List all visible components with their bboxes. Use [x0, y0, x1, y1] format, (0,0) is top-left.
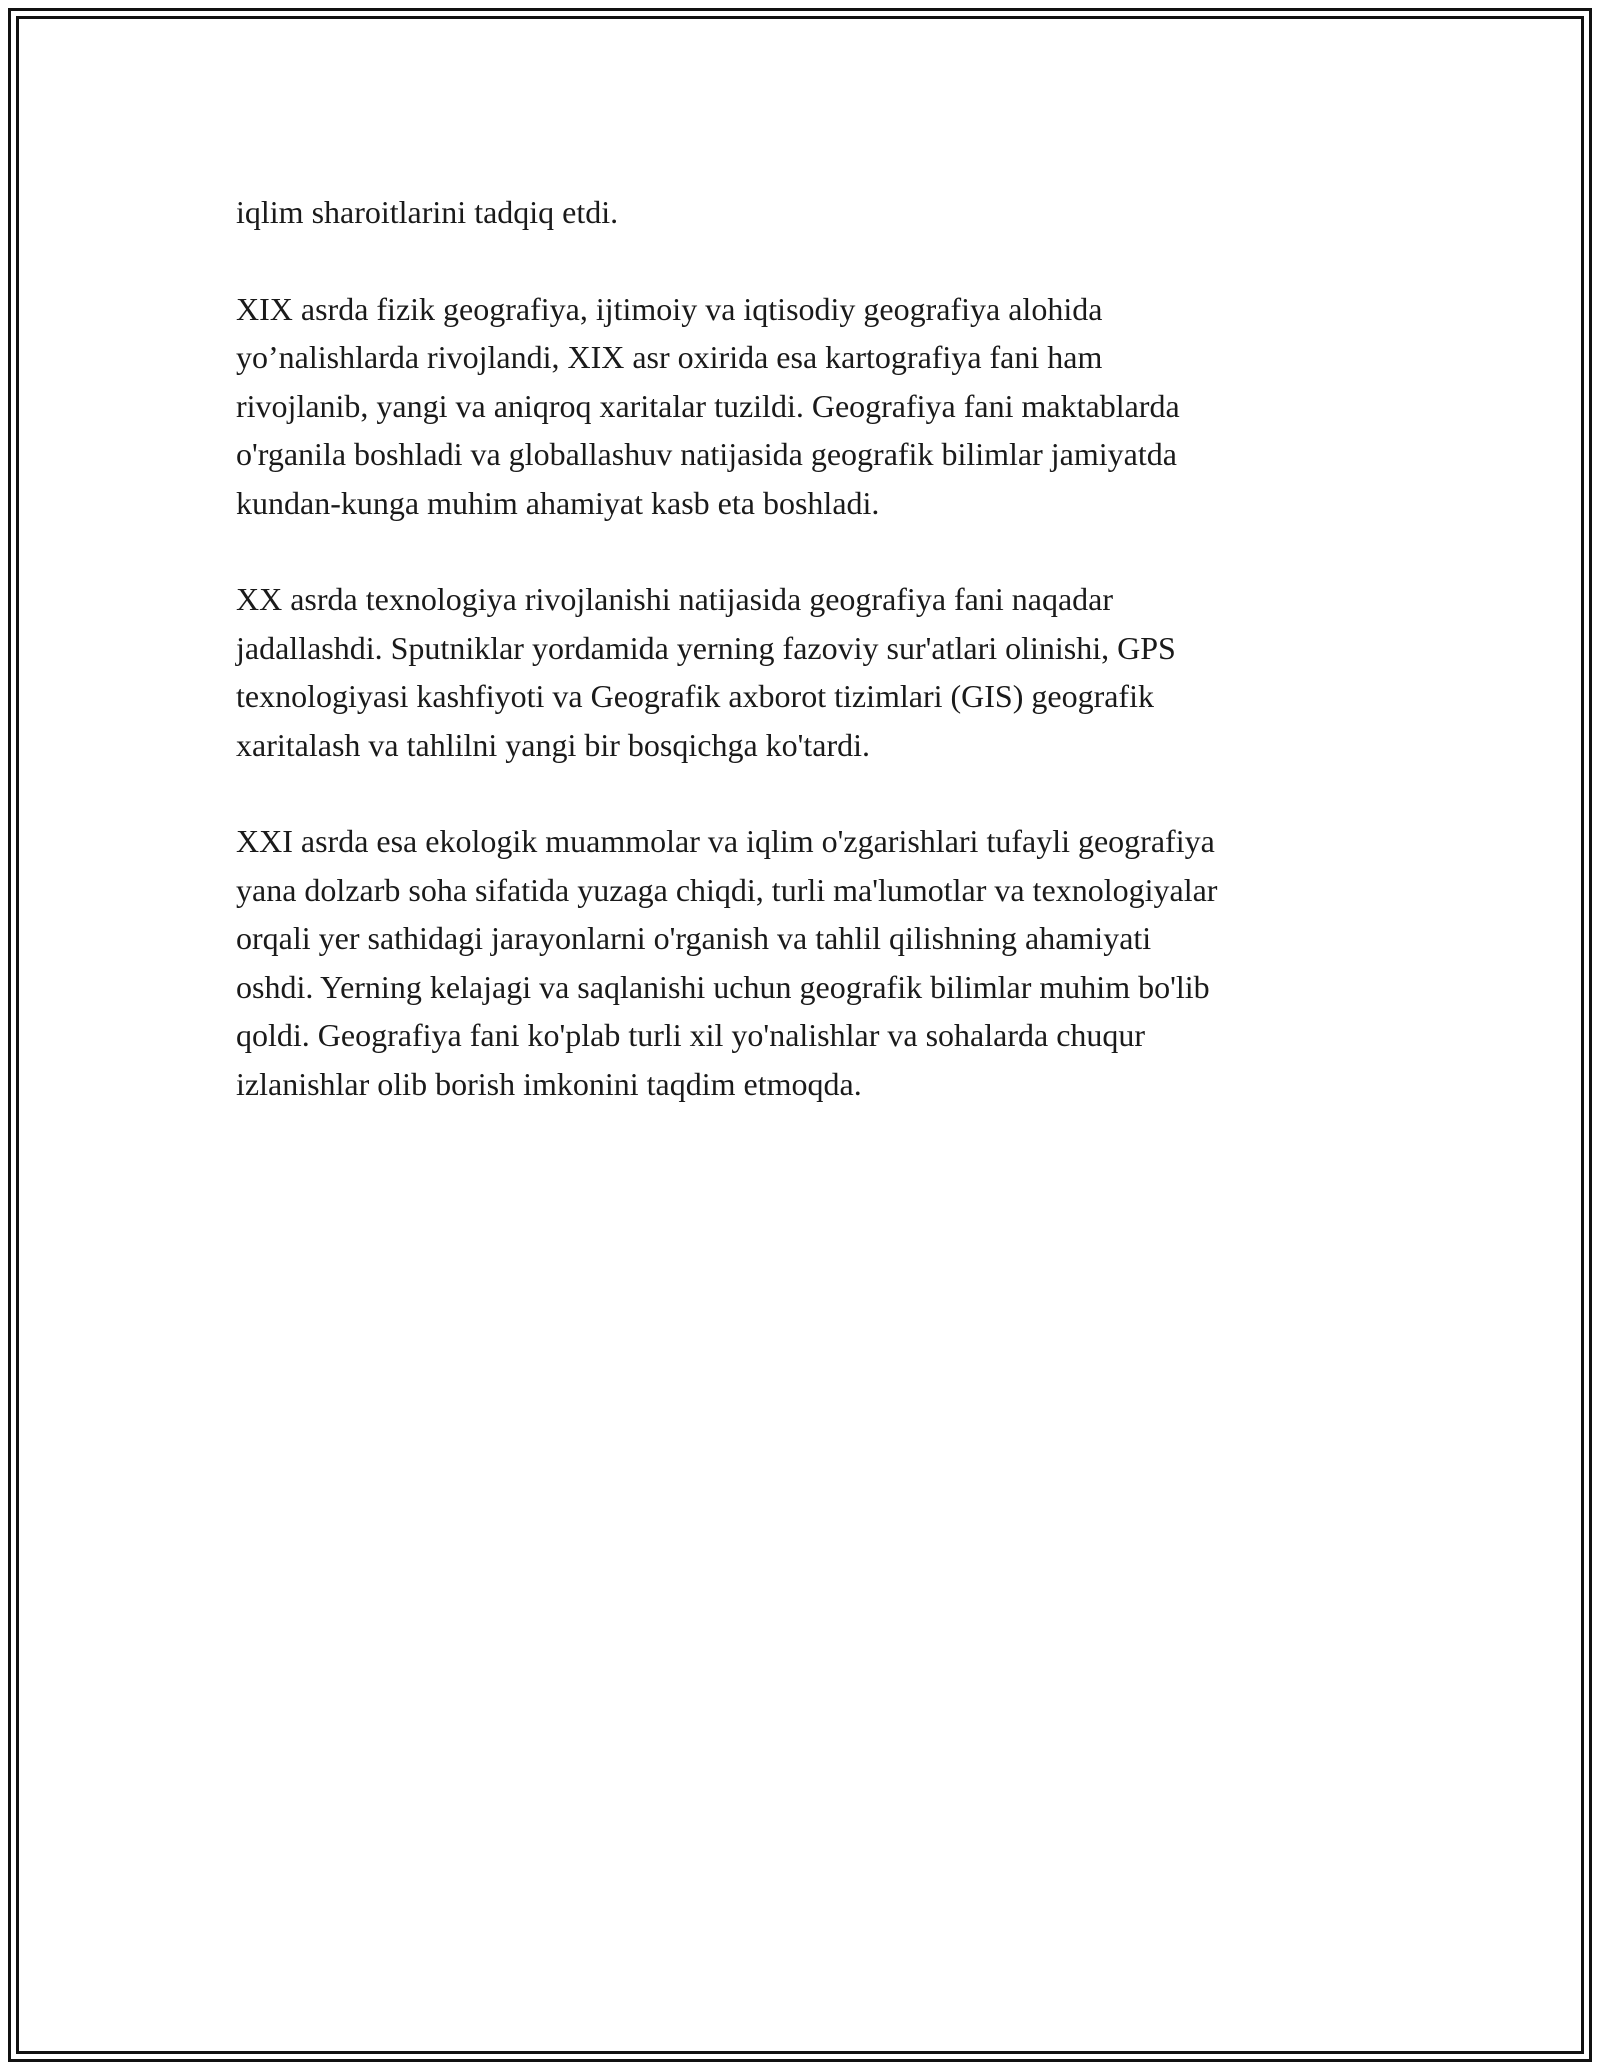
paragraph-3: XX asrda texnologiya rivojlanishi natijasida geografiya fani naqadar jadallashdi. Sputniklar yordamida yerning fazoviy sur'atlari olinishi, GPS texnologiyasi kashfiyoti va Geografik axborot tizimlari (GIS) geografik xaritalash va tahlilni yangi bir bosqichga ko'tardi. [236, 581, 1176, 763]
paragraph-2: XIX asrda fizik geografiya, ijtimoiy va iqtisodiy geografiya alohida yo’nalishlarda rivojlandi, XIX asr oxirida esa kartografiya fani ham rivojlanib, yangi va aniqroq xaritalar tuzildi. Geografiya fani maktablarda o'rganila boshladi va globallashuv natijasida geografik bilimlar jamiyatda kundan-kunga muhim ahamiyat kasb eta boshladi. [236, 290, 1180, 521]
paragraph-1: iqlim sharoitlarini tadqiq etdi. [236, 194, 619, 230]
document-body [236, 188, 1386, 1156]
paragraph-4: XXI asrda esa ekologik muammolar va iqlim o'zgarishlari tufayli geografiya yana dolzarb soha sifatida yuzaga chiqdi, turli ma'lumotlar va texnologiyalar orqali yer sathidagi jarayonlarni o'rganish va tahlil qilishning ahamiyati oshdi. Yerning kelajagi va saqlanishi uchun geografik bilimlar muhim bo'lib qoldi. Geografiya fani ko'plab turli xil yo'nalishlar va sohalarda chuqur izlanishlar olib borish imkonini taqdim etmoqda. [236, 823, 1218, 1102]
